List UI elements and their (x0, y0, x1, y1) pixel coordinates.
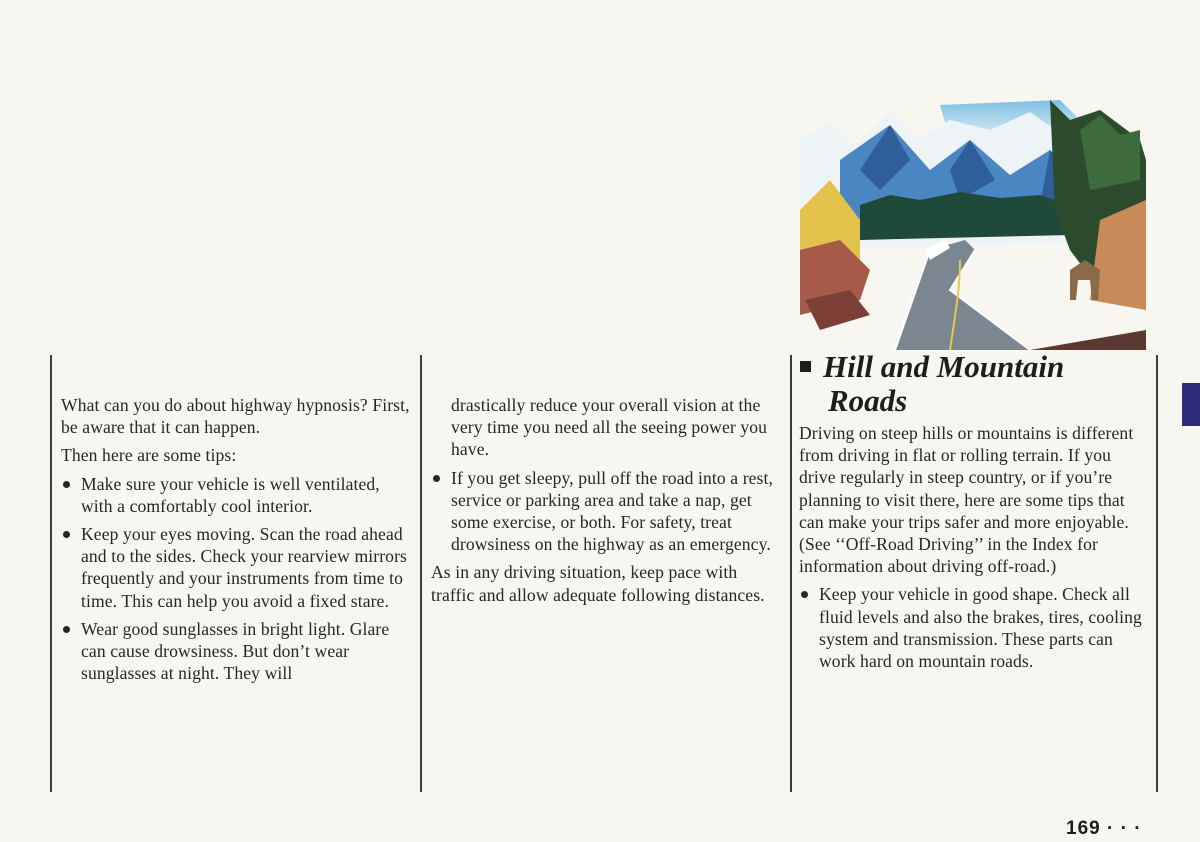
column-rule-left (50, 355, 52, 792)
bullet-icon (433, 475, 440, 482)
section-heading: Hill and Mountain Roads (800, 350, 1160, 418)
list-item: Make sure your vehicle is well ventilated, with a comfortably cool interior. (61, 473, 411, 517)
bullet-icon (63, 626, 70, 633)
text-column-2 (431, 394, 776, 612)
mountain-tips-list (799, 583, 1144, 672)
paragraph: What can you do about highway hypnosis? First, be aware that it can happen. (61, 395, 410, 438)
column-rule-right (790, 355, 792, 792)
column-rule-middle (420, 355, 422, 792)
paragraph: Driving on steep hills or mountains is different from driving in flat or rolling terrain. If you drive regularly in steep country, or if you’re planning to visit there, here are some tips that can make your trips safer and more enjoyable. (See ‘‘Off-Road Driving’’ in the Index for information about driving off-road.) (799, 423, 1134, 577)
page-number: 169 · · · (1066, 818, 1142, 839)
paragraph: As in any driving situation, keep pace with traffic and allow adequate following distances. (431, 562, 765, 605)
column-rule-edge (1156, 355, 1158, 792)
mountain-road-illustration (800, 100, 1146, 350)
list-item: Keep your vehicle in good shape. Check all fluid levels and also the brakes, tires, cooling system and transmission. These parts can work hard on mountain roads. (799, 583, 1144, 672)
list-item: If you get sleepy, pull off the road into a rest, service or parking area and take a nap, get some exercise, or both. For safety, treat drowsiness on the highway as an emergency. (431, 467, 776, 556)
list-item: Keep your eyes moving. Scan the road ahead and to the sides. Check your rearview mirrors frequently and your instruments from time to time. This can help you avoid a fixed stare. (61, 523, 411, 612)
square-bullet-icon (800, 361, 811, 372)
bullet-icon (63, 481, 70, 488)
tips-list-continued (431, 394, 776, 555)
section-tab (1182, 383, 1200, 426)
bullet-icon (63, 531, 70, 538)
list-item: Wear good sunglasses in bright light. Glare can cause drowsiness. But don’t wear sunglasses at night. They will (61, 618, 411, 685)
list-item: drastically reduce your overall vision at the very time you need all the seeing power you have. (451, 395, 768, 460)
tips-list (61, 473, 411, 685)
paragraph: Then here are some tips: (61, 445, 237, 466)
text-column-3 (799, 422, 1144, 678)
text-column-1 (61, 394, 411, 690)
bullet-icon (801, 591, 808, 598)
